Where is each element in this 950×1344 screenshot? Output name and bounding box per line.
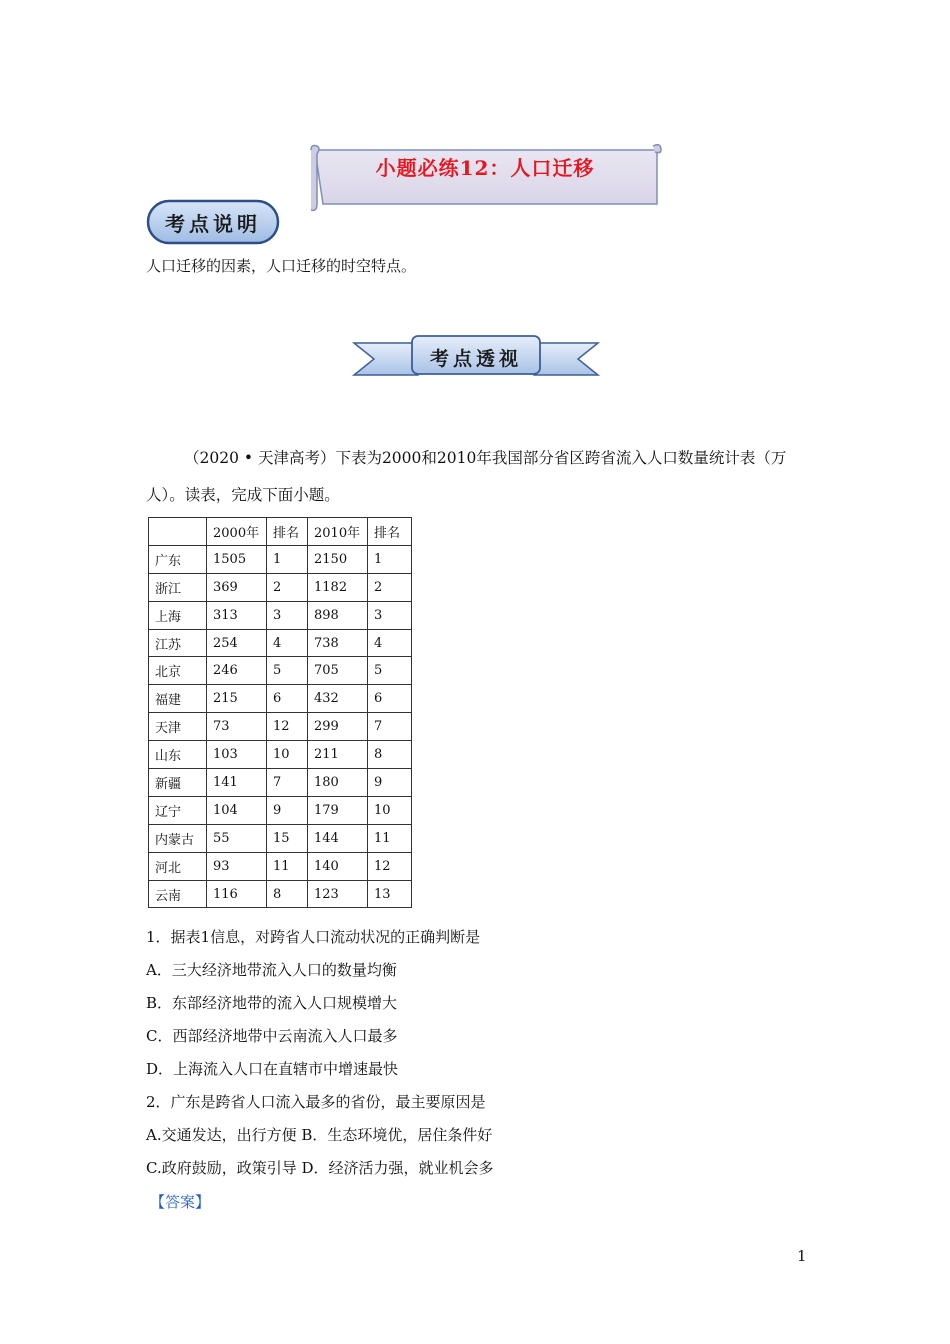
table-row bbox=[149, 545, 412, 573]
table-row bbox=[149, 685, 412, 713]
table-cell: 7 bbox=[267, 769, 308, 797]
table-cell: 1182 bbox=[308, 573, 368, 601]
intro-line-1: （2020 • 天津高考）下表为2000和2010年我国部分省区跨省流入人口数量统计表（万 bbox=[184, 449, 787, 467]
table-row bbox=[149, 852, 412, 880]
table-cell: 73 bbox=[207, 713, 267, 741]
table-cell: 369 bbox=[207, 573, 267, 601]
table-cell: 新疆 bbox=[149, 769, 207, 797]
table-cell: 广东 bbox=[149, 545, 207, 573]
table-cell: 254 bbox=[207, 629, 267, 657]
table-header-cell: 2000年 bbox=[207, 518, 267, 546]
question-1-option-c: C．西部经济地带中云南流入人口最多 bbox=[146, 1027, 398, 1045]
table-cell: 1 bbox=[267, 545, 308, 573]
table-cell: 103 bbox=[207, 741, 267, 769]
question-2-options-cd: C.政府鼓励，政策引导 D．经济活力强，就业机会多 bbox=[146, 1159, 494, 1177]
table-cell: 辽宁 bbox=[149, 796, 207, 824]
table-cell: 13 bbox=[368, 880, 412, 908]
table-cell: 11 bbox=[368, 824, 412, 852]
table-cell: 4 bbox=[368, 629, 412, 657]
table-row bbox=[149, 796, 412, 824]
table-cell: 6 bbox=[368, 685, 412, 713]
table-cell: 福建 bbox=[149, 685, 207, 713]
table-cell: 5 bbox=[368, 657, 412, 685]
ribbon-label: 考点透视 bbox=[429, 348, 522, 370]
table-cell: 12 bbox=[267, 713, 308, 741]
table-cell: 1 bbox=[368, 545, 412, 573]
table-header-cell: 排名 bbox=[368, 518, 412, 546]
table-cell: 2150 bbox=[308, 545, 368, 573]
table-cell: 180 bbox=[308, 769, 368, 797]
table-cell: 104 bbox=[207, 796, 267, 824]
table-header-cell: 排名 bbox=[267, 518, 308, 546]
table-cell: 93 bbox=[207, 852, 267, 880]
table-cell: 12 bbox=[368, 852, 412, 880]
table-cell: 3 bbox=[368, 601, 412, 629]
table-row bbox=[149, 824, 412, 852]
table-cell: 11 bbox=[267, 852, 308, 880]
table-cell: 705 bbox=[308, 657, 368, 685]
table-cell: 山东 bbox=[149, 741, 207, 769]
table-cell: 2 bbox=[368, 573, 412, 601]
table-cell: 1505 bbox=[207, 545, 267, 573]
question-2-stem: 2．广东是跨省人口流入最多的省份，最主要原因是 bbox=[146, 1093, 486, 1111]
answer-label: 【答案】 bbox=[150, 1193, 211, 1211]
table-cell: 15 bbox=[267, 824, 308, 852]
table-row bbox=[149, 713, 412, 741]
table-cell: 55 bbox=[207, 824, 267, 852]
table-cell: 10 bbox=[267, 741, 308, 769]
table-cell: 9 bbox=[368, 769, 412, 797]
table-cell: 215 bbox=[207, 685, 267, 713]
table-cell: 上海 bbox=[149, 601, 207, 629]
table-cell: 5 bbox=[267, 657, 308, 685]
table-header-cell: 2010年 bbox=[308, 518, 368, 546]
question-1-stem: 1．据表1信息，对跨省人口流动状况的正确判断是 bbox=[146, 928, 481, 946]
table-row bbox=[149, 601, 412, 629]
table-row bbox=[149, 769, 412, 797]
table-cell: 299 bbox=[308, 713, 368, 741]
table-cell: 天津 bbox=[149, 713, 207, 741]
question-1-option-b: B．东部经济地带的流入人口规模增大 bbox=[146, 994, 398, 1012]
section-description: 人口迁移的因素，人口迁移的时空特点。 bbox=[146, 257, 417, 275]
table-row bbox=[149, 741, 412, 769]
intro-line-2: 人）。读表，完成下面小题。 bbox=[146, 486, 340, 504]
page-number: 1 bbox=[797, 1247, 807, 1265]
table-row bbox=[149, 880, 412, 908]
table-row bbox=[149, 629, 412, 657]
table-cell: 8 bbox=[267, 880, 308, 908]
table-cell: 6 bbox=[267, 685, 308, 713]
table-cell: 9 bbox=[267, 796, 308, 824]
table-cell: 北京 bbox=[149, 657, 207, 685]
table-cell: 313 bbox=[207, 601, 267, 629]
table-row bbox=[149, 657, 412, 685]
table-cell: 116 bbox=[207, 880, 267, 908]
title-scroll-banner bbox=[305, 140, 665, 214]
table-cell: 123 bbox=[308, 880, 368, 908]
table-cell: 4 bbox=[267, 629, 308, 657]
table-cell: 141 bbox=[207, 769, 267, 797]
table-cell: 3 bbox=[267, 601, 308, 629]
table-cell: 246 bbox=[207, 657, 267, 685]
table-header-row bbox=[149, 518, 412, 546]
question-2-options-ab: A.交通发达，出行方便 B．生态环境优，居住条件好 bbox=[146, 1126, 493, 1144]
table-cell: 云南 bbox=[149, 880, 207, 908]
table-cell: 10 bbox=[368, 796, 412, 824]
section-ribbon-kaodian-toushi bbox=[352, 333, 600, 383]
table-cell: 179 bbox=[308, 796, 368, 824]
table-cell: 8 bbox=[368, 741, 412, 769]
section-badge-kaodian-shuoming bbox=[146, 199, 280, 245]
table-cell: 738 bbox=[308, 629, 368, 657]
table-cell: 2 bbox=[267, 573, 308, 601]
table-cell: 898 bbox=[308, 601, 368, 629]
table-row bbox=[149, 573, 412, 601]
table-cell: 河北 bbox=[149, 852, 207, 880]
table-cell: 144 bbox=[308, 824, 368, 852]
question-1-option-a: A．三大经济地带流入人口的数量均衡 bbox=[146, 961, 397, 979]
table-cell: 211 bbox=[308, 741, 368, 769]
table-cell: 140 bbox=[308, 852, 368, 880]
question-1-option-d: D．上海流入人口在直辖市中增速最快 bbox=[146, 1060, 399, 1078]
table-cell: 江苏 bbox=[149, 629, 207, 657]
table-cell: 内蒙古 bbox=[149, 824, 207, 852]
table-header-cell bbox=[149, 518, 207, 546]
page-title: 小题必练12：人口迁移 bbox=[375, 156, 595, 180]
badge-label: 考点说明 bbox=[165, 212, 261, 236]
table-cell: 浙江 bbox=[149, 573, 207, 601]
table-cell: 432 bbox=[308, 685, 368, 713]
migration-table bbox=[148, 517, 412, 908]
table-cell: 7 bbox=[368, 713, 412, 741]
